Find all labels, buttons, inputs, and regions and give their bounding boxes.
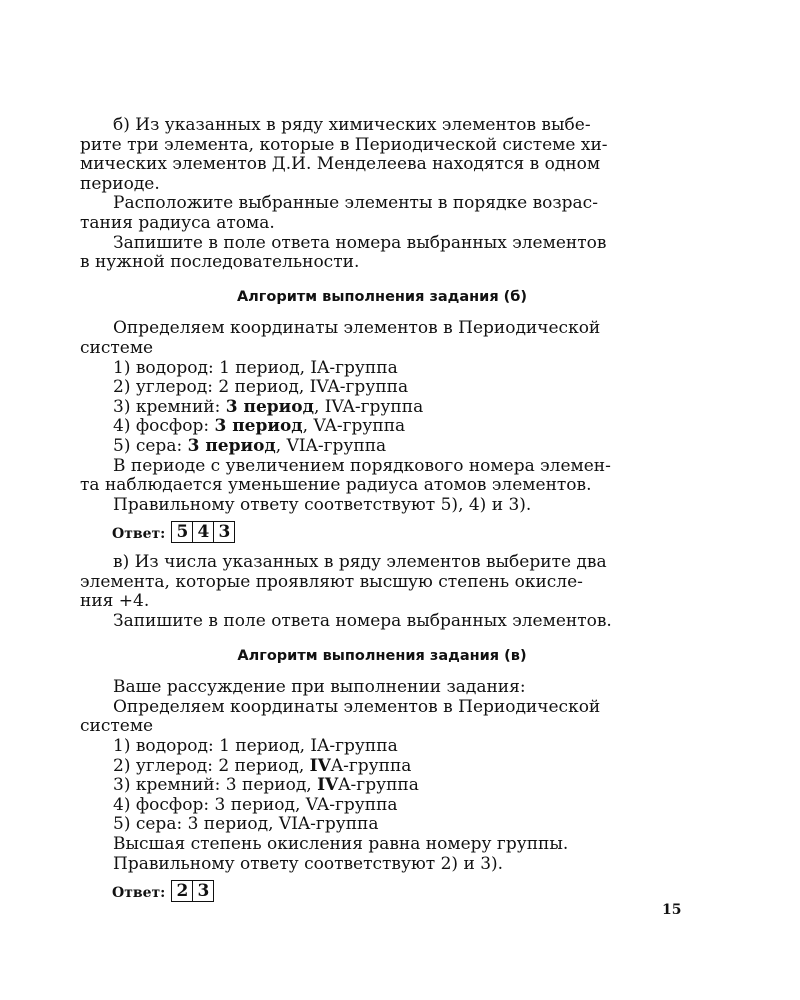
task-v-line: ния +4. [80,591,150,612]
highest-oxidation-line: Высшая степень окисления равна номеру группы. [113,834,569,854]
write-instruction-line: Запишите в поле ответа номера выбранных элементов [113,232,607,253]
answer-cell: 3 [197,881,210,902]
correct-answer-line: Правильному ответу соответствуют 2) и 3). [113,853,504,874]
answer-cell: 2 [172,881,193,901]
element-item: 1) водород: 1 период, IA-группа [113,357,398,378]
task-v-line: в) Из числа указанных в ряду элементов выберите два [113,552,607,573]
answer-box-b [112,521,684,543]
coords-line: системе [80,716,154,737]
task-v-line: элемента, которые проявляют высшую степень окисле- [80,571,583,592]
period-explanation-line: та наблюдается уменьшение радиуса атомов элементов. [80,475,592,496]
answer-label: Ответ: [112,885,166,902]
element-item: 5) сера: 3 период, VIA-группа [113,814,379,835]
task-b-line: периоде. [80,173,160,194]
coords-line: Определяем координаты элементов в Периодической [113,696,601,717]
answer-cell: 5 [172,522,193,542]
page-number: 15 [662,902,682,918]
element-item: 1) водород: 1 период, IA-группа [113,736,398,757]
element-item: 3) кремний: 3 период, IVA-группа [113,396,424,417]
task-b-line: мических элементов Д.И. Менделеева находятся в одном [80,154,601,175]
element-item: 3) кремний: 3 период, IVA-группа [113,775,419,796]
coords-line: Определяем координаты элементов в Периодической [113,318,601,339]
reasoning-line: Ваше рассуждение при выполнении задания: [113,677,526,698]
order-instruction-line: Расположите выбранные элементы в порядке возрас- [113,193,598,214]
coords-line: системе [80,337,154,358]
answer-label: Ответ: [112,526,166,543]
answer-cell: 3 [218,522,231,543]
element-item: 2) углерод: 2 период, IVA-группа [113,377,409,398]
answer-box-v [112,880,684,902]
write-instruction-line: Запишите в поле ответа номера выбранных элементов. [113,611,612,632]
algorithm-heading-b: Алгоритм выполнения задания (б) [236,288,528,305]
element-item: 4) фосфор: 3 период, VA-группа [113,794,398,815]
answer-cell: 4 [193,522,214,542]
element-item: 4) фосфор: 3 период, VA-группа [113,416,406,437]
order-instruction-line: тания радиуса атома. [80,212,275,233]
answer-cells [171,521,235,543]
period-explanation-line: В периоде с увеличением порядкового номера элемен- [113,455,611,476]
task-b-line: рите три элемента, которые в Периодической системе хи- [80,134,608,155]
answer-cells [171,880,214,902]
write-instruction-line: в нужной последовательности. [80,252,360,273]
algorithm-heading-v: Алгоритм выполнения задания (в) [237,647,527,664]
correct-answer-line: Правильному ответу соответствуют 5), 4) и 3). [113,494,532,515]
element-item: 5) сера: 3 период, VIA-группа [113,435,387,456]
task-b-line: б) Из указанных в ряду химических элементов выбе- [113,115,591,135]
page-content [80,116,684,912]
element-item: 2) углерод: 2 период, IVA-группа [113,755,412,776]
